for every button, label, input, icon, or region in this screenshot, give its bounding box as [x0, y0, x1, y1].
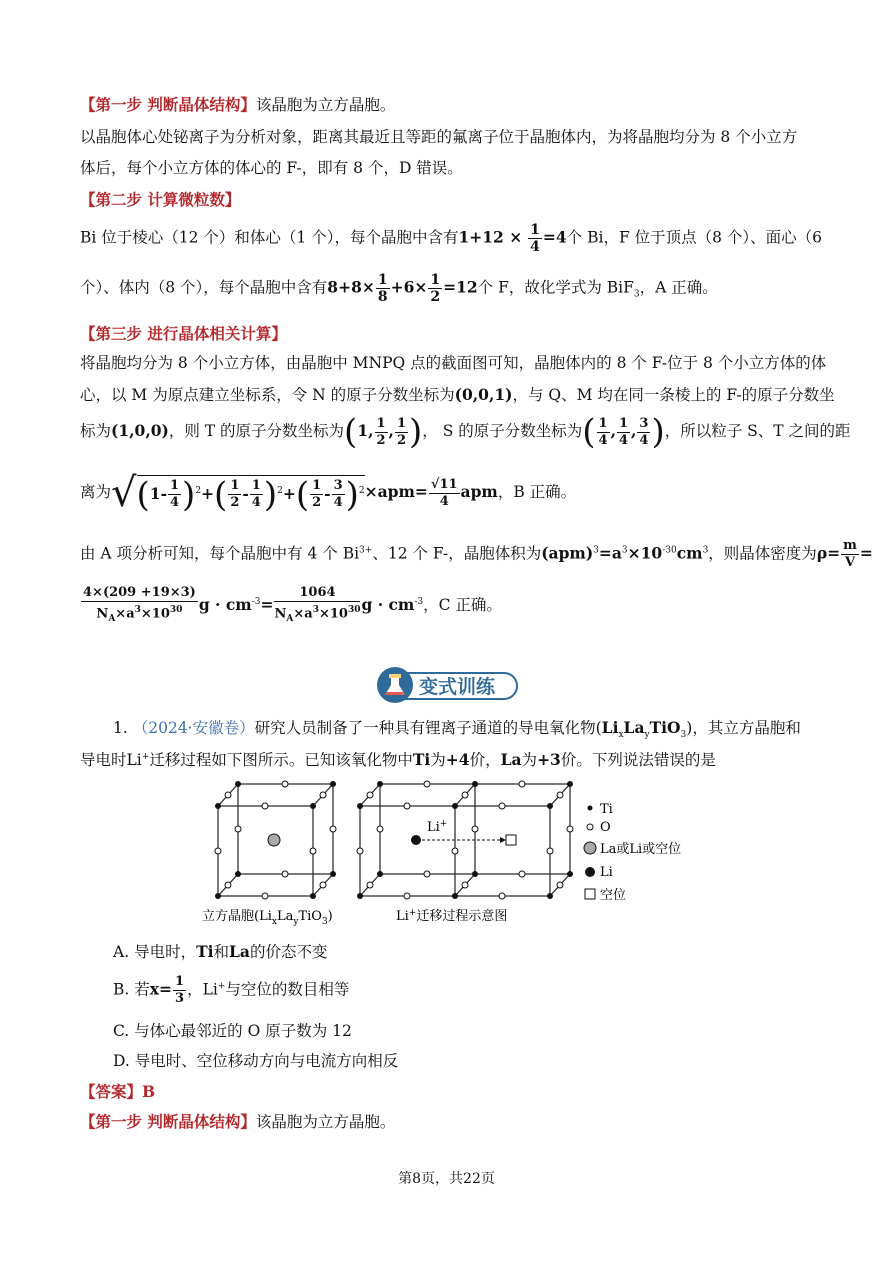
paragraph-line — [80, 222, 822, 255]
step3-heading: 【第三步 进行晶体相关计算】 — [80, 324, 287, 343]
text: 个 Bi，F 位于顶点（8 个）、面心（6 — [566, 228, 823, 247]
math: 8+8× — [327, 277, 375, 297]
svg-text:Li+: Li+ — [427, 819, 448, 835]
option-d: D. 导电时、空位移动方向与电流方向相反 — [113, 1052, 399, 1070]
step1-label: 【第一步 判断晶体结构】 — [80, 95, 256, 114]
subscript: 3 — [633, 289, 640, 300]
text: Bi 位于棱心（12 个）和体心（1 个），每个晶胞中含有 — [80, 228, 459, 247]
svg-text:Li: Li — [600, 865, 613, 880]
fraction: $\frac{1}{2}$ — [430, 272, 441, 305]
math: +6× — [390, 277, 428, 297]
paragraph-line: 以晶胞体心处铋离子为分析对象，距离其最近且等距的氟离子位于晶胞体内，为将晶胞均分为 8 个小立方 — [80, 128, 798, 146]
paragraph-line: 体后，每个小立方体的体心的 F-，即有 8 个，D 错误。 — [80, 159, 463, 177]
paragraph-line: 心，以 M 为原点建立坐标系，令 N 的原子分数坐标为(0,0,1)，与 Q、M 均在同一条棱上的 F-的原子分数坐 — [80, 385, 835, 404]
crystal-figure — [200, 778, 710, 938]
question-line: 导电时Li+迁移过程如下图所示。已知该氧化物中Ti为+4价，La为+3价。下列说法错误的是 — [80, 750, 716, 769]
question-source: （2024·安徽卷） — [132, 719, 255, 737]
step1-heading — [80, 93, 395, 115]
svg-text:Ti: Ti — [600, 802, 613, 817]
paragraph-line — [80, 272, 718, 305]
step2-heading: 【第二步 计算微粒数】 — [80, 190, 241, 209]
svg-text:Li+迁移过程示意图: Li+迁移过程示意图 — [396, 908, 508, 924]
math: =4 — [542, 227, 567, 247]
paragraph-line: 由 A 项分析可知，每个晶胞中有 4 个 $Bi^{3+}$、12 个 F-，晶胞体积为$(apm)^3=a^3\times 10^{-30}cm^3$，则晶体密度为ρ= $\frac{m}{V}$ = — [80, 538, 873, 570]
math: 1+12 × — [458, 227, 523, 247]
paragraph-line: 标为(1,0,0)，则 T 的原子分数坐标为(1, $\frac{1}{2}$ , $\frac{1}{2}$ )， S 的原子分数坐标为( $\frac{1}{4}$ , $\frac{1}{4}$ , $\frac{3}{4}$ )，所以粒子 S、T 之间的距 — [80, 412, 851, 452]
question-line: 1. （2024·安徽卷）研究人员制备了一种具有锂离子通道的导电氧化物$(Li_xLa_yTiO_3)$，其立方晶胞和 — [113, 718, 801, 741]
fraction: $\frac{1}{4}$ — [530, 222, 540, 255]
option-a: A. 导电时，Ti和La的价态不变 — [113, 942, 328, 961]
answer-label: 【答案】 — [80, 1082, 143, 1101]
svg-text:O: O — [600, 820, 611, 835]
density-fraction-1: $\frac{4\times(209 +19\times 3)}{N_A\times a^3\times 10^{30}}$ — [83, 585, 196, 624]
density-fraction-2: $\frac{1064}{N_A\times a^3\times 10^{30}}$ — [274, 585, 361, 624]
svg-text:立方晶胞(LixLayTiO3): 立方晶胞$(Li_xLa_yTiO_3)$ — [202, 909, 333, 927]
paragraph-line: 将晶胞均分为 8 个小立方体，由晶胞中 MNPQ 点的截面图可知，晶胞体内的 8 个 F-位于 8 个小立方体的体 — [80, 354, 827, 372]
variant-training-banner — [375, 665, 520, 705]
banner-title: 变式训练 — [419, 676, 496, 698]
page-footer: 第8页，共22页 — [398, 1171, 495, 1187]
paragraph-line: $\frac{4\times(209 +19\times 3)}{N_A\times a^3\times 10^{30}}$ $g \cdot cm^{-3}=$ $\frac{1064}{N_A\times a^3\times 10^{30}}$ $g \cdot cm^{-3}$，C 正确。 — [80, 585, 502, 627]
step1-heading-repeat: 【第一步 判断晶体结构】该晶胞为立方晶胞。 — [80, 1112, 396, 1131]
option-c: C. 与体心最邻近的 O 原子数为 12 — [113, 1022, 352, 1040]
text: 个）、体内（8 个），每个晶胞中含有 — [80, 278, 328, 297]
option-b: B. 若x= $\frac{1}{3}$ ，Li+与空位的数目相等 — [113, 974, 350, 1006]
svg-text:La或Li或空位: La或Li或空位 — [600, 842, 682, 857]
step1-text: 该晶胞为立方晶胞。 — [255, 96, 396, 114]
paragraph-line: 离为√(1- $\frac{1}{4}$ )$^2$+( $\frac{1}{2}$ - $\frac{1}{4}$ )$^2$+( $\frac{1}{2}$ - $\frac{3}{4}$ )$^2$×apm= $\frac{√11}{4}$ apm，B 正确。 — [80, 470, 577, 516]
svg-text:空位: 空位 — [600, 888, 627, 903]
math: =12 — [443, 277, 478, 297]
fraction: $\frac{1}{8}$ — [377, 272, 388, 305]
text: ，A 正确。 — [639, 278, 718, 297]
text: 个 F，故化学式为 BiF — [477, 278, 634, 297]
answer-value: B — [142, 1082, 156, 1101]
answer-line — [80, 1080, 155, 1102]
